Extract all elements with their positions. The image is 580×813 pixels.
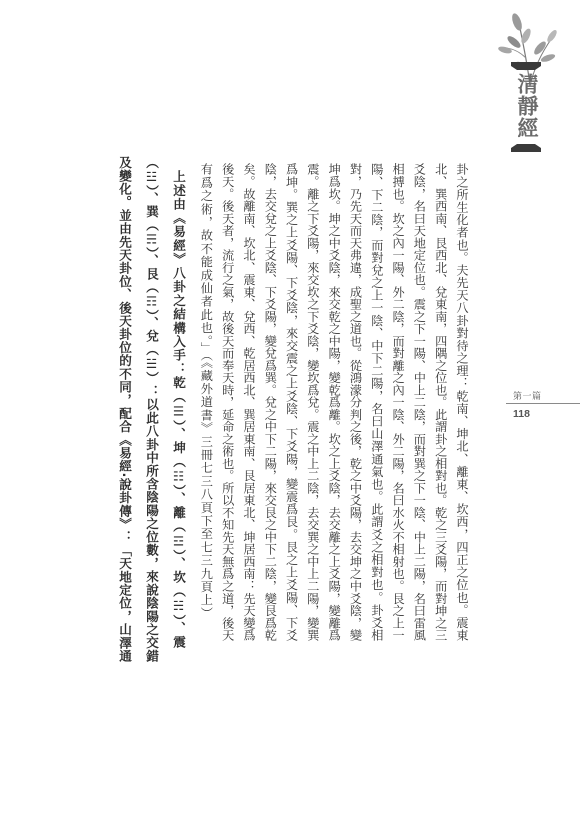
quote-column: 陽、下二陰，而對兌之上一陰、中下二陽，名曰山澤通氣也。此謂爻之相對也。卦爻相 bbox=[369, 163, 384, 641]
quote-column: 爻陰，名曰天地定位也。震之下一陽、中上二陰，而對巽之下一陰、中上二陽，名曰雷風 bbox=[412, 163, 427, 641]
commentary-column: （☳）、巽（☴）、艮（☶）、兌（☱）：以此八卦中所含陰陽之位數，來說陰陽之交錯 bbox=[144, 156, 159, 662]
quote-column: 後天。後天者，流行之氣，故後天而奉天時，延命之術也。所以不知先天無爲之道，後天 bbox=[220, 163, 235, 641]
quote-column: 矣。故離南、坎北、震東、兌西、乾居西北、巽居東南、艮居東北、坤居西南：先天變爲 bbox=[242, 163, 256, 641]
quote-column: 震。離之下爻陽，來交坎之下爻陰，變坎爲兌。震之中上二陰，去交巽之中上二陽，變巽 bbox=[305, 163, 320, 641]
margin-rule bbox=[506, 403, 580, 404]
quote-column: 卦之所生化者也。夫先天八卦對待之理：乾南、坤北、離東、坎西，四正之位也。震東 bbox=[455, 163, 469, 641]
quote-column: 陰，去交兌之上爻陰、下爻陽，變兌爲巽。兌之中下二陽，來交艮之中下二陰，變艮爲乾 bbox=[263, 163, 278, 641]
quote-column: 有爲之術，故不能成仙者此也。」（《藏外道書》三冊七三八頁下至七三九頁上） bbox=[199, 163, 214, 620]
quote-column: 爲坤。巽之上爻陽、下爻陰，來交震之上爻陰、下爻陽，變震爲艮。艮之上爻陽、下爻 bbox=[284, 163, 299, 641]
logo-title: 清靜經 bbox=[515, 73, 540, 139]
quote-column: 相搏也。坎之內一陽、外二陰，而對離之內一陰、外二陽，名曰水火不相射也。艮之上一 bbox=[391, 163, 406, 641]
quote-column: 坤爲坎。坤之中爻陰，來交乾之中陽，變乾爲離。坎之上爻陰，去交離之上爻陽，變離爲 bbox=[327, 163, 342, 641]
page-number: 118 bbox=[513, 408, 530, 420]
commentary-column: 上述由《易經》八卦之結構入手：乾（☰）、坤（☷）、離（☲）、坎（☵）、震 bbox=[171, 170, 186, 648]
chapter-label: 第一篇 bbox=[513, 391, 542, 401]
commentary-column: 及變化。並由先天卦位、後天卦位的不同，配合《易經‧說卦傳》：「天地定位，山澤通 bbox=[117, 156, 132, 662]
quote-column: 北、巽西南、艮西北、兌東南，四隅之位也。此謂卦之相對也。乾之三爻陽，而對坤之三 bbox=[433, 163, 448, 641]
quote-column: 對，乃先天而天弗違，成聖之道也。從鴻濛分判之後，乾之中爻陽，去交坤之中爻陰，變 bbox=[348, 163, 363, 641]
